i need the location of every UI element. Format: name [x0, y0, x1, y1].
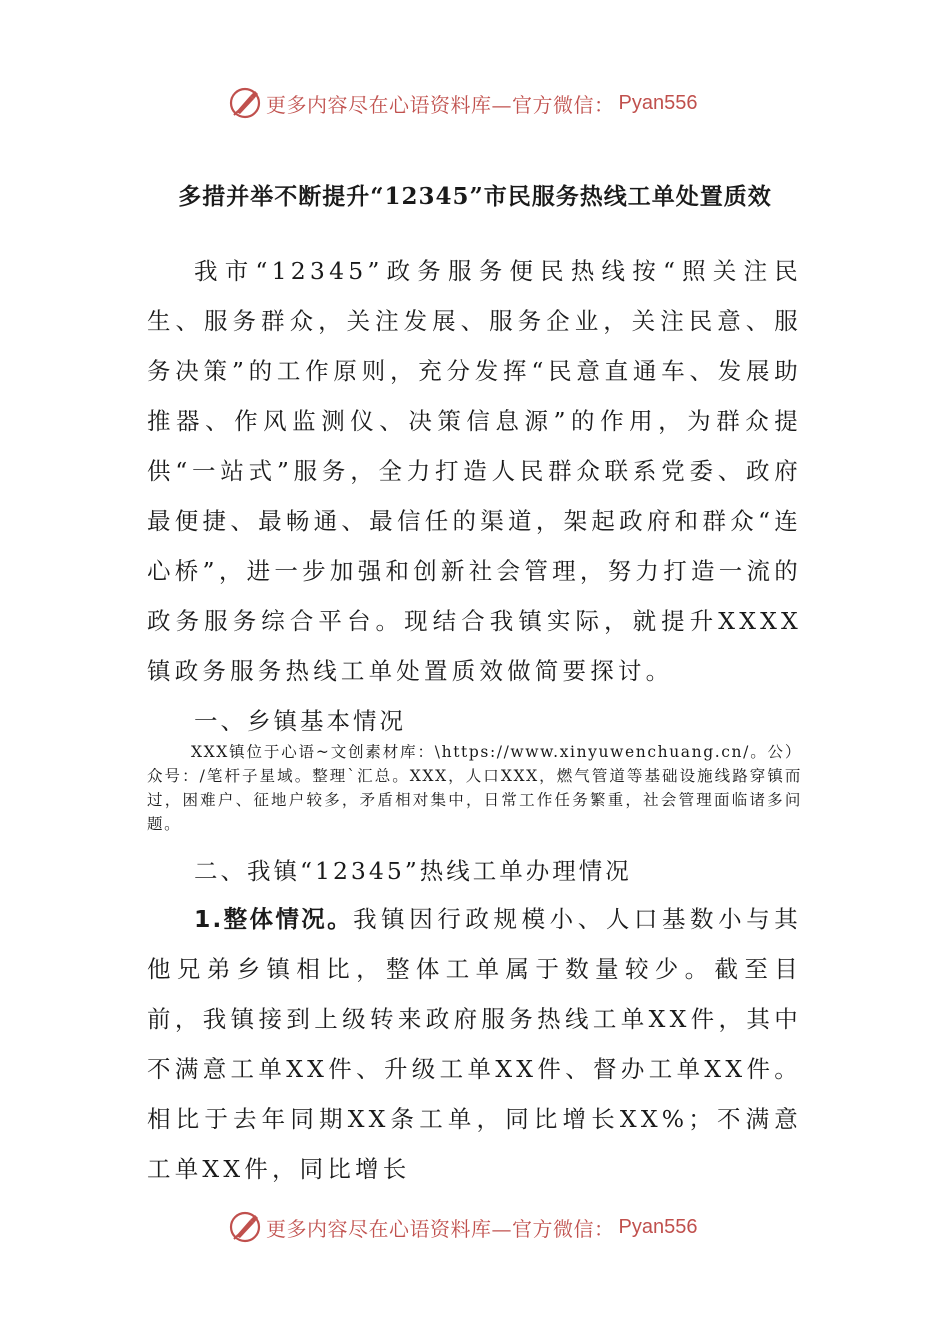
section-one-heading: 一、乡镇基本情况: [194, 707, 406, 735]
document-title: 多措并举不断提升“12345”市民服务热线工单处置质效: [178, 183, 772, 210]
pen-nib-circle-icon: [228, 86, 262, 120]
intro-paragraph: 我市“12345”政务服务便民热线按“照关注民生、服务群众，关注发展、服务企业，关注民意、服务决策”的工作原则，充分发挥“民意直通车、发展助推器、作风监测仪、决策信息源”的作用，为群众提供“一站式”服务，全力打造人民群众联系党委、政府最便捷、最畅通、最信任的渠道，架起政府和群众“连心桥”，进一步加强和创新社会管理，努力打造一流的政务服务综合平台。现结合我镇实际，就提升XXXX镇政务服务热线工单处置质效做简要探讨。: [147, 257, 802, 685]
overall-body: 我镇因行政规模小、人口基数小与其他兄弟乡镇相比，整体工单属于数量较少。截至目前，我镇接到上级转来政府服务热线工单XX件，其中不满意工单XX件、升级工单XX件、督办工单XX件。相比于去年同期XX条工单，同比增长XX%；不满意工单XX件，同比增长: [147, 905, 803, 1183]
watermark-text: 更多内容尽在心语资料库—官方微信：: [266, 92, 615, 117]
watermark-footer: [228, 1210, 697, 1244]
watermark-text: 更多内容尽在心语资料库—官方微信：: [266, 1216, 615, 1241]
watermark-header: [228, 86, 697, 120]
watermark-wechat-id: Pyan556: [618, 1215, 698, 1238]
section-two-heading: 二、我镇“12345”热线工单办理情况: [194, 857, 632, 885]
pen-nib-circle-icon: [228, 1210, 262, 1244]
section-one-body: XXX镇位于心语~文创素材库：\https://www.xinyuwenchuang.cn/。公）众号：/笔杆子星域。整理`汇总。XXX，人口XXX，燃气管道等基础设施线路穿镇而过，困难户、征地户较多，矛盾相对集中，日常工作任务繁重，社会管理面临诸多问题。: [147, 743, 802, 833]
overall-lead: 1.整体情况。: [194, 905, 354, 933]
watermark-wechat-id: Pyan556: [618, 91, 698, 114]
overall-paragraph: [147, 894, 802, 1194]
